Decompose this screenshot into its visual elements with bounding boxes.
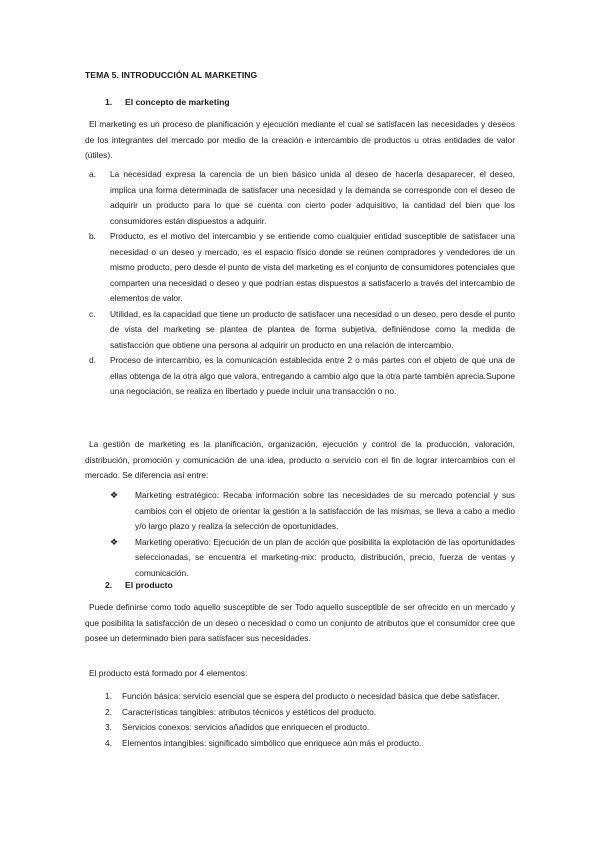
list-item-text: Elementos intangibles: significado simbólico que enriquece aún más el producto.	[122, 737, 422, 748]
paragraph-producto-definition: Puede definirse como todo aquello susceptible de ser Todo aquello susceptible de ser ofrecido en un mercado y que posibilita la satisfacción de un deseo o necesidad o como un conjunto de atributos que el consumidor cree que posee un determinado bien para satisfacer sus necesidades.	[85, 602, 515, 643]
list-item-text: La necesidad expresa la carencia de un bien básico unida al deseo de hacerla desaparecer, el deseo, implica una forma determinada de satisfacer una necesidad y la demanda se corresponde con el deseo de adquirir un producto para lo que se cuenta con cierto poder adquisitivo, la cantidad del bien que los consumidores están dispuestos a adquirir.	[110, 169, 515, 226]
list-item	[110, 488, 515, 535]
section-number: 2.	[105, 580, 113, 590]
list-item	[85, 307, 515, 354]
section-number: 1.	[105, 97, 113, 107]
list-item-text: Marketing operativo: Ejecución de un plan de acción que posibilita la explotación de las oportunidades seleccionadas, se encuentra el marketing-mix: producto, distribución, precio, fuerza de ventas y comunicación.	[135, 536, 515, 578]
list-marker: 4.	[105, 737, 112, 748]
list-marker: c.	[89, 308, 96, 319]
list-item	[105, 720, 515, 736]
list-item	[105, 736, 515, 752]
list-item-text: Marketing estratégico: Recaba información sobre las necesidades de su mercado potencial y sus cambios con el objeto de orientar la gestión a la satisfacción de las mismas, se lleva a cabo a medio y/o largo plazo y realiza la selección de oportunidades.	[135, 490, 515, 531]
list-item-text: Producto, es el motivo del intercambio y se entiende como cualquier entidad susceptible de satisfacer una necesidad o un deseo y mercado, es el espacio físico donde se reúnen compradores y vendedores de un mismo producto, pero desde el punto de vista del marketing es el conjunto de consumidores potenciales que comparten una necesidad o deseo y que podrían estas dispuestos a satisfacerlo a través del intercambio de elementos de valor.	[110, 231, 515, 303]
list-item-text: Utilidad, es la capacidad que tiene un producto de satisfacer una necesidad o un deseo, pero desde el punto de vista del marketing se plantea de plantea de forma subjetiva, definiéndose como la medida de satisfacción que obtiene una persona al adquirir un producto en una relación de intercambio.	[110, 308, 515, 350]
paragraph-marketing-definition: El marketing es un proceso de planificación y ejecución mediante el cual se satisfacen las necesidades y deseos de los integrantes del mercado por medio de la creación e intercambio de productos u otras entidades de valor (útiles).	[85, 119, 515, 160]
list-item	[85, 353, 515, 400]
list-marker: 3.	[105, 722, 112, 732]
list-item-text: Función básica: servicio esencial que se espera del producto o necesidad básica que debe satisfacer.	[122, 691, 500, 701]
list-item-text: Servicios conexos: servicios añadidos que enriquecen el producto.	[122, 722, 370, 732]
list-marker: b.	[89, 231, 96, 241]
list-item	[105, 705, 515, 721]
marketing-types-list	[110, 488, 515, 581]
diamond-bullet-icon: ❖	[110, 536, 119, 547]
list-item-text: Características tangibles: atributos técnicos y estéticos del producto.	[122, 706, 377, 717]
list-item-text: Proceso de intercambio, es la comunicación establecida entre 2 o más partes con el objeto de que una de ellas obtenga de la otra algo que valora, entregando a cambio algo que la otra parte también aprecia.Supone una negociación, se realiza en libertado y puede incluir una transacción o no.	[110, 355, 515, 396]
list-marker: a.	[89, 169, 96, 179]
list-marker: 2.	[105, 706, 112, 717]
list-item	[85, 229, 515, 307]
concepts-list	[85, 167, 515, 400]
list-marker: d.	[89, 355, 96, 365]
diamond-bullet-icon: ❖	[110, 490, 119, 500]
paragraph-elements-intro: El producto está formado por 4 elementos:	[89, 668, 248, 678]
paragraph-gestion-marketing: La gestión de marketing es la planificación, organización, ejecución y control de la producción, valoración, distribución, promoción y comunicación de una idea, producto o servicio con el fin de lograr intercambios con el mercado. Se diferencia así entre:	[85, 439, 515, 480]
product-elements-list	[105, 689, 515, 751]
document-title: TEMA 5. INTRODUCCIÓN AL MARKETING	[85, 70, 258, 80]
section-title: El producto	[125, 580, 173, 590]
list-item	[105, 689, 515, 705]
list-marker: 1.	[105, 691, 112, 701]
list-item	[85, 167, 515, 229]
list-item	[110, 535, 515, 582]
section-title: El concepto de marketing	[125, 97, 230, 107]
